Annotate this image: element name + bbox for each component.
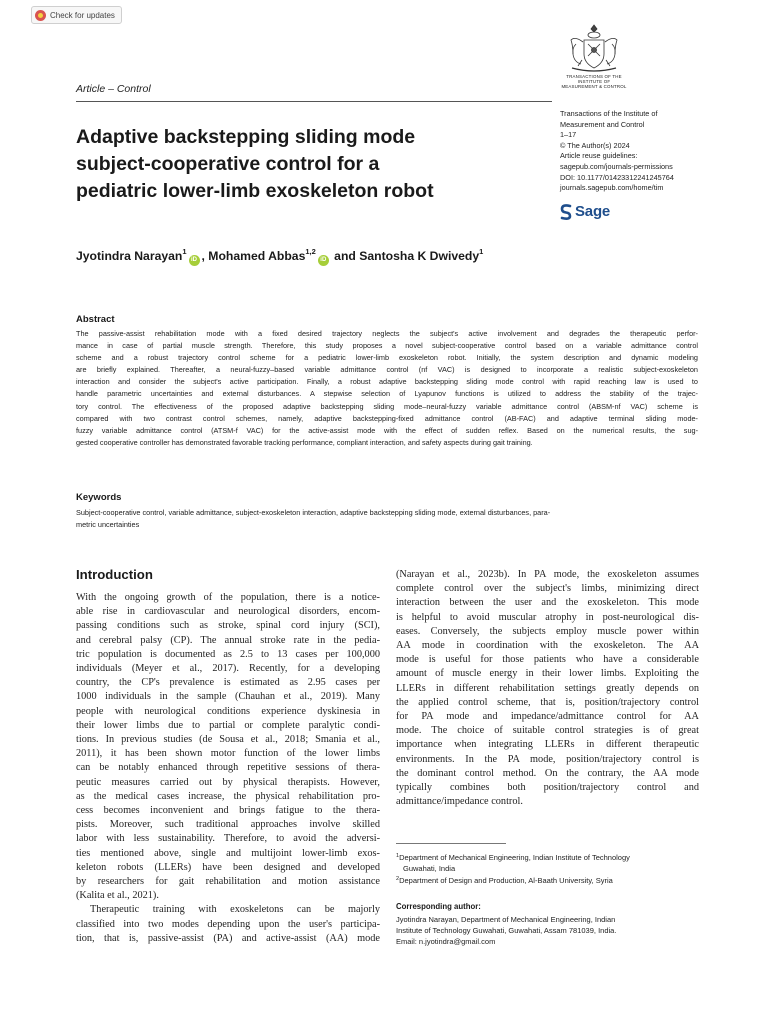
crest-caption-line: TRANSACTIONS OF THE (566, 74, 622, 79)
corresponding-author-heading: Corresponding author: (396, 902, 481, 911)
header-rule (76, 101, 552, 102)
copyright: © The Author(s) 2024 (560, 140, 630, 150)
footnote-mark: 1 (396, 853, 400, 859)
abstract-line: gested cooperative controller has demonstrated favorable tracking performance, compliant interaction, and safety aspects during gait training. (76, 437, 533, 447)
correspondence-email[interactable]: Email: n.jyotindra@gmail.com (396, 937, 496, 946)
body-line: by researchers for gait rehabilitation and motion assistance (76, 876, 380, 888)
body-line: LLERs in different rehabilitation settings greatly depends on (396, 682, 699, 694)
title-line: subject-cooperative control for a (76, 153, 380, 175)
author-affiliation-mark: 1 (182, 247, 187, 256)
correspondence-line: Institute of Technology Guwahati, Guwahati, Assam 781039, India. (396, 926, 617, 935)
body-line: tions. In previous studies (de Sousa et al., 2018; Smania et al., (76, 734, 380, 746)
footnote-line: Guwahati, India (403, 864, 456, 873)
abstract-line: mance in case of partial muscle strength. Therefore, this study proposes a novel subject-cooperative control based on a variable admittance control (76, 341, 698, 351)
body-line: eases. Conversely, the subjects employ muscle power within (396, 625, 699, 637)
body-line: passing conditions such as stroke, spinal cord injury (SCI), (76, 620, 380, 632)
abstract-line: fuzzy variable admittance control (ATSM-f VAC) for the active-assist mode with the effect of sudden reflex. Based on the numerical results, the sug- (76, 425, 698, 435)
body-line: mode. The choice of suitable control strategies is of great (396, 725, 699, 737)
body-line: (Kalita et al., 2021). (76, 890, 159, 902)
body-line: admittance/impedance control. (396, 796, 523, 808)
body-line: typically combines both position/trajectory control and (396, 782, 699, 794)
body-line: Therapeutic training with exoskeletons can be majorly (90, 904, 380, 916)
title-line: pediatric lower-limb exoskeleton robot (76, 180, 434, 202)
author-separator: and (330, 249, 360, 263)
body-line: 1000 individuals in the sample (Chauhan et al., 2019). Many (76, 691, 380, 703)
author-name[interactable]: Mohamed Abbas (208, 249, 306, 263)
author-name[interactable]: Santosha K Dwivedy (359, 249, 480, 263)
author-list (76, 247, 636, 266)
doi-link[interactable]: DOI: 10.1177/01423312241245764 (560, 172, 674, 182)
footnote-mark: 2 (396, 876, 400, 882)
body-line: mode is useful for those patients who have a considerable (396, 654, 699, 666)
journal-name-cont: Measurement and Control (560, 119, 645, 129)
correspondence-line: Jyotindra Narayan, Department of Mechanical Engineering, Indian (396, 915, 616, 924)
footnote-line (396, 851, 699, 863)
body-line: With the ongoing growth of the population, there is a notice- (76, 592, 380, 603)
abstract-line: are briefly explained. Thereafter, a neural-fuzzy–based variable admittance control (nf VAC) is designed to incorporate a realistic subject-exoskeleton (76, 365, 698, 375)
keywords-line: metric uncertainties (76, 519, 140, 529)
body-line: able rise in cardiovascular and neurological disorders, encom- (76, 606, 380, 618)
page-range: 1–17 (560, 130, 577, 140)
body-line: country, the CP's prevalence is estimated as 2.95 cases per (76, 677, 380, 689)
body-line: and cerebral palsy (CP). The annual stroke rate in the pedia- (76, 634, 380, 646)
body-line: complete control over the subject's limbs, minimizing direct (396, 583, 699, 595)
body-column-left (76, 591, 380, 946)
body-line: the applied control scheme, that is, position/trajectory control (396, 696, 699, 708)
abstract-line: tory control. The effectiveness of the proposed adaptive backstepping sliding mode–neural-fuzzy variable admittance control (ABSM-nf VAC) scheme is (76, 401, 698, 411)
introduction-heading: Introduction (76, 567, 153, 582)
footnote-rule (396, 843, 506, 844)
body-line: tric population is documented as 2.5 to 13 cases per 100,000 (76, 648, 380, 660)
crossmark-icon (35, 10, 46, 21)
abstract-line: compared with two contrast control schemes, namely, adaptive backstepping-fixed admittance control (AB-FAC) and adaptive terminal sliding mode- (76, 413, 698, 423)
sage-s-icon (560, 204, 572, 220)
body-line: 2011), it has been shown motor function of the lower limbs (76, 748, 380, 760)
reuse-label: Article reuse guidelines: (560, 151, 638, 161)
institute-crest-logo (564, 22, 624, 74)
author-affiliation-mark: 1,2 (305, 247, 316, 256)
body-line: labor with less sustainability. Therefore, to avoid the adversi- (76, 833, 380, 845)
footnote-line (396, 874, 699, 886)
abstract-text (76, 328, 698, 449)
article-type: Article – Control (76, 83, 151, 95)
body-line: for PA mode and impedance/admittance control for AA (396, 711, 699, 723)
body-line: keleton robots (LLERs) have been designed and developed (76, 861, 380, 873)
body-line: ties mentioned above, single and multijoint lower-limb exos- (76, 847, 380, 859)
journal-home-link[interactable]: journals.sagepub.com/home/tim (560, 183, 664, 193)
author-affiliation-mark: 1 (479, 247, 484, 256)
author-separator: , (201, 249, 209, 263)
body-line: tion, that is, passive-assist (PA) and active-assist (AA) mode (76, 932, 380, 944)
abstract-line: handle parametric uncertainties and external disturbances. A stepwise selection of Lyapunov functions is utilized to address the stability of the trajec- (76, 389, 698, 399)
abstract-line: scheme and a robust trajectory control scheme for a pediatric lower-limb exoskeleton robot. Initially, the system description and dynamic modeling (76, 353, 698, 363)
body-line: people with neurological conditions experience dyskinesia in (76, 705, 380, 717)
crest-caption (555, 74, 633, 90)
crest-caption-line: MEASUREMENT & CONTROL (561, 84, 627, 90)
body-line: cess becomes inconvenient and brings fatigue to the thera- (76, 805, 380, 817)
corresponding-author-text (396, 914, 699, 947)
body-line: (Narayan et al., 2023b). In PA mode, the exoskeleton assumes (396, 569, 699, 580)
body-line: their lower limbs due to partial or complete paralytic condi- (76, 719, 380, 731)
publisher-logo (560, 203, 610, 220)
footnote-text: Department of Mechanical Engineering, Indian Institute of Technology (399, 853, 630, 862)
orcid-icon[interactable]: iD (189, 255, 200, 266)
body-line: AA mode in coordination with the exoskeleton. The AA (396, 640, 699, 652)
body-line: classified into two modes depending upon the user's participa- (76, 918, 380, 930)
abstract-line: The passive-assist rehabilitation mode with a fixed desired trajectory neglects the subject's active involvement and degrades the therapeutic perfor- (76, 329, 698, 338)
journal-name: Transactions of the Institute of (560, 109, 658, 118)
author-name[interactable]: Jyotindra Narayan (76, 249, 183, 263)
body-column-right (396, 568, 699, 809)
journal-info (560, 109, 745, 194)
body-line: can be notably enhanced through repetitive sessions of thera- (76, 762, 380, 774)
body-line: peutic measures carried out by physical therapists. However, (76, 776, 380, 788)
title-line: Adaptive backstepping sliding mode (76, 126, 416, 148)
body-line: importance when integrating LLERs in different therapeutic (396, 739, 699, 751)
body-line: as the medical cases increase, the physical rehabilitation pro- (76, 790, 380, 802)
body-line: pists. Moreover, such traditional approaches involve skilled (76, 819, 380, 831)
keywords-line: Subject-cooperative control, variable admittance, subject-exoskeleton interaction, adaptive backstepping sliding mode, external disturbances, para- (76, 508, 551, 517)
permissions-link[interactable]: sagepub.com/journals-permissions (560, 161, 673, 171)
check-for-updates-badge[interactable] (31, 6, 122, 24)
body-line: is helpful to avoid muscular atrophy in post-neurological dis- (396, 611, 699, 623)
orcid-icon[interactable]: iD (318, 255, 329, 266)
abstract-line: interaction and consider the subject's active participation. Finally, a robust adaptive backstepping sliding mode control with rapid reaching law is used to (76, 377, 698, 387)
crest-caption-line: INSTITUTE OF (577, 79, 611, 85)
check-for-updates-label: Check for updates (50, 10, 115, 20)
body-line: environments. In the PA mode, position/trajectory control is (396, 753, 699, 765)
body-line: amount of muscle energy in their lower limbs. Exploiting the (396, 668, 699, 680)
abstract-heading: Abstract (76, 314, 115, 325)
keywords-heading: Keywords (76, 492, 122, 503)
publisher-name: Sage (575, 203, 611, 220)
article-title (76, 124, 556, 205)
body-line: individuals (Meyer et al., 2017). Recently, for a developing (76, 663, 380, 675)
footnote-text: Department of Design and Production, Al-Baath University, Syria (399, 876, 613, 885)
body-line: the dominant control method. On the contrary, the AA mode (396, 767, 699, 779)
body-line: interaction between the user and the exoskeleton. This mode (396, 597, 699, 609)
affiliation-footnotes (396, 851, 699, 886)
keywords-text (76, 507, 698, 530)
